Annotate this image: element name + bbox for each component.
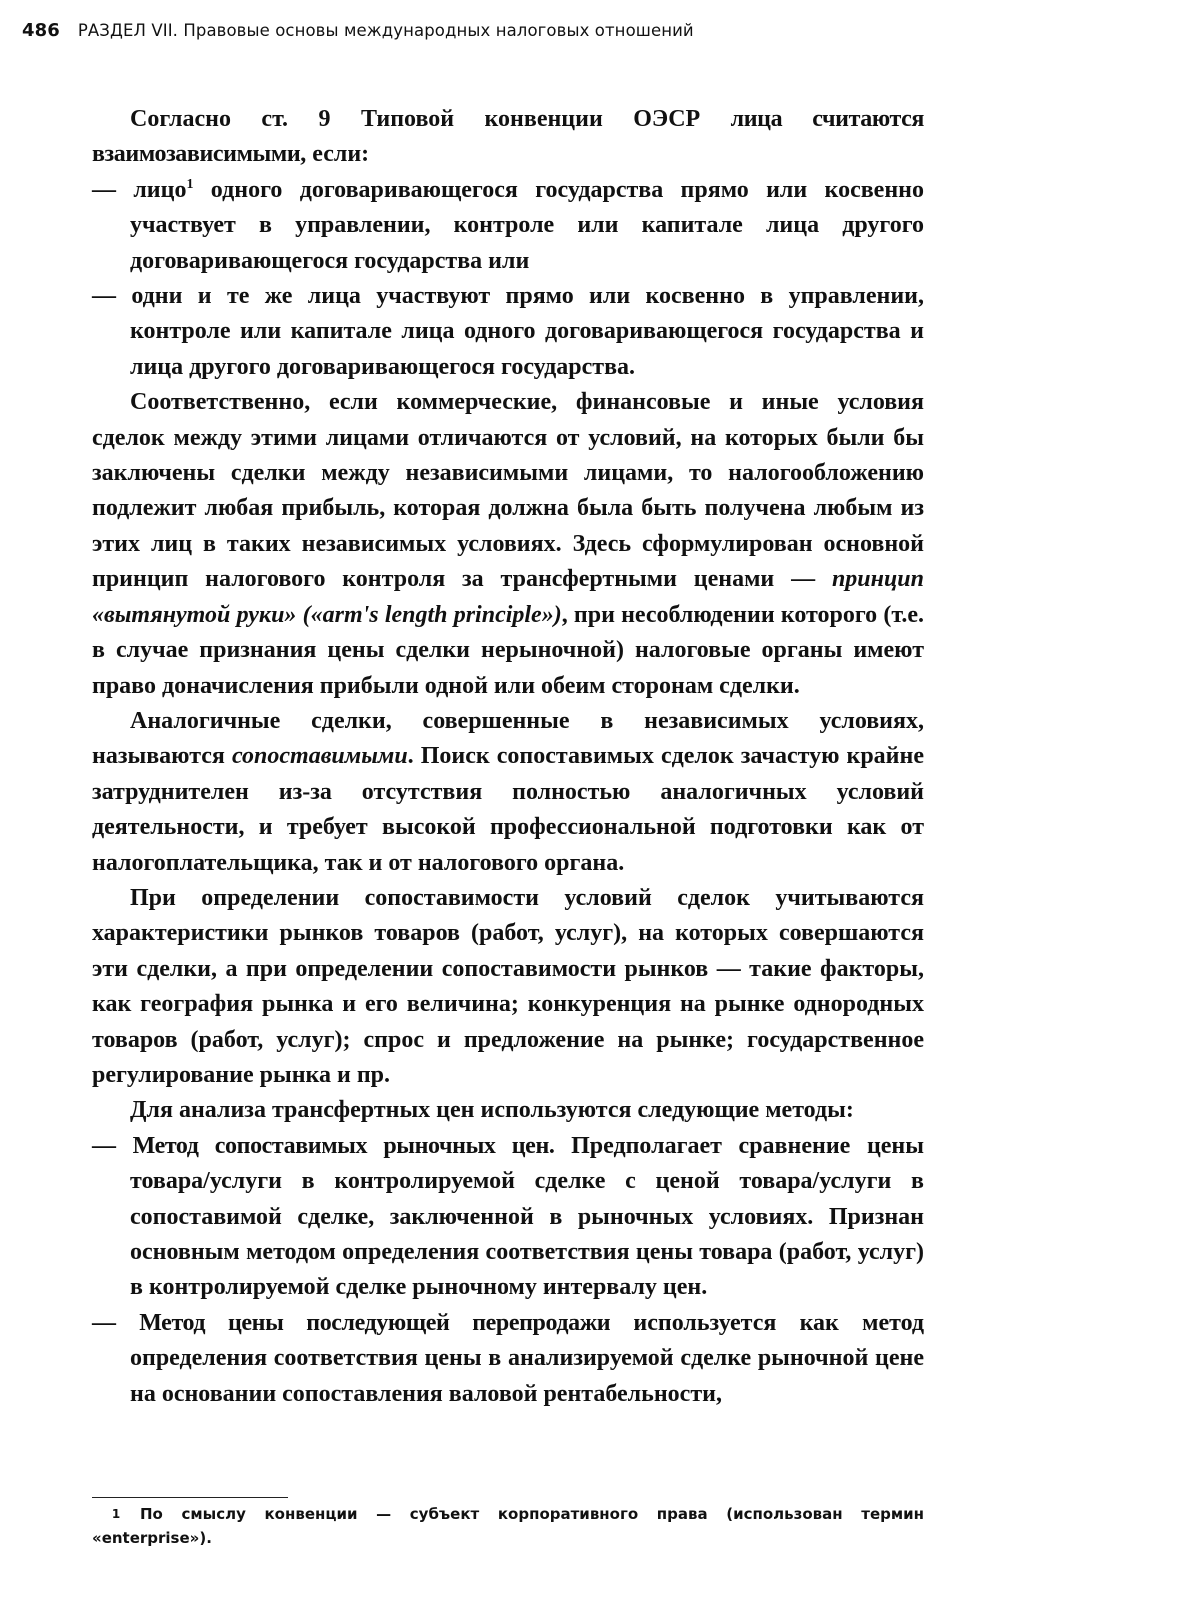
paragraph-methods-intro: Для анализа трансфертных цен используются следующие методы: [130,1097,854,1124]
text-run: , при несоблюдении которого (т.е. в случае признания цены сделки нерыночной) налоговые органы имеют право доначисления прибыли одной или обеим сторонам сделки. [92,601,924,699]
list-item-criterion-1 [92,173,924,279]
text-run: одного договаривающегося государства прямо или косвенно участвует в управлении, контроле или капитале лица другого договаривающегося государства или [130,176,924,274]
text-run: Аналогичные сделки, совершенные в независимых условиях, называются [92,707,924,770]
footnote-ref[interactable]: 1 [186,176,194,192]
list-item-method-1 [92,1129,924,1306]
footnote [92,1502,924,1550]
text-run: — [92,1309,140,1336]
text-run: — [92,1132,133,1159]
paragraph-intro [92,102,924,173]
text-run: Согласно ст. 9 Типовой конвенции ОЭСР [130,106,731,132]
list-item-method-2 [92,1306,924,1412]
emphasized-term: лица считаются взаимозависимыми [92,106,924,168]
section-title: РАЗДЕЛ VII. Правовые основы международных налоговых отношений [77,21,694,40]
method-title: Метод сопоставимых рыночных цен. [132,1132,555,1159]
text-run: — лицо [92,176,187,203]
text-run: Предполагает сравнение цены товара/услуги в контролируемой сделке с ценой товара/услуги в сопоставимой сделке, заключенной в рыночных условиях. Признан основным методом определения соответствия цены товара (работ, услуг) в контролируемой сделке рыночному интервалу цен. [130,1132,924,1301]
italic-term: принцип «вытянутой руки» («arm's length principle») [92,566,924,628]
paragraph-comparable [92,704,924,881]
footnote-text: По смыслу конвенции — субъект корпоративного права (использован термин «enterprise»). [92,1505,924,1547]
footnote-divider [92,1497,288,1498]
running-header [22,20,694,50]
text-run: . Поиск сопоставимых сделок зачастую крайне затруднителен из-за отсутствия полностью аналогичных условий деятельности, и требует высокой профессиональной подготовки как от налогоплательщика, так и от налогового органа. [92,743,924,876]
method-title: Метод цены последующей перепродажи [139,1309,611,1336]
footnote-number: 1 [111,1507,121,1521]
main-text [92,102,924,1412]
paragraph-arms-length [92,385,924,704]
italic-term: сопоставимыми [231,743,408,770]
page-number: 486 [22,20,60,41]
paragraph-comparability-factors: При определении сопоставимости условий сделок учитываются характеристики рынков товаров (работ, услуг), на которых совершаются эти сделки, а при определении сопоставимости рынков — такие факторы, как география рынка и его величина; конкуренция на рынке однородных товаров (работ, услуг); спрос и предложение на рынке; государственное регулирование рынка и пр. [92,884,924,1088]
text-run: , если: [300,141,370,168]
text-run: Соответственно, если коммерческие, финансовые и иные условия сделок между этими лицами отличаются от условий, на которых были бы заключены сделки между независимыми лицами, то налогообложению подлежит любая прибыль, которая должна была быть получена любым из этих лиц в таких независимых условиях. Здесь сформулирован основной принцип налогового контроля за трансфертными ценами — [92,389,924,593]
list-item-criterion-2: — одни и те же лица участвуют прямо или косвенно в управлении, контроле или капитале лица одного договаривающегося государства и лица другого договаривающегося государства. [92,283,924,380]
text-run: используется как метод определения соответствия цены в анализируемой сделке рыночной цене на основании сопоставления валовой рентабельности, [130,1309,925,1407]
